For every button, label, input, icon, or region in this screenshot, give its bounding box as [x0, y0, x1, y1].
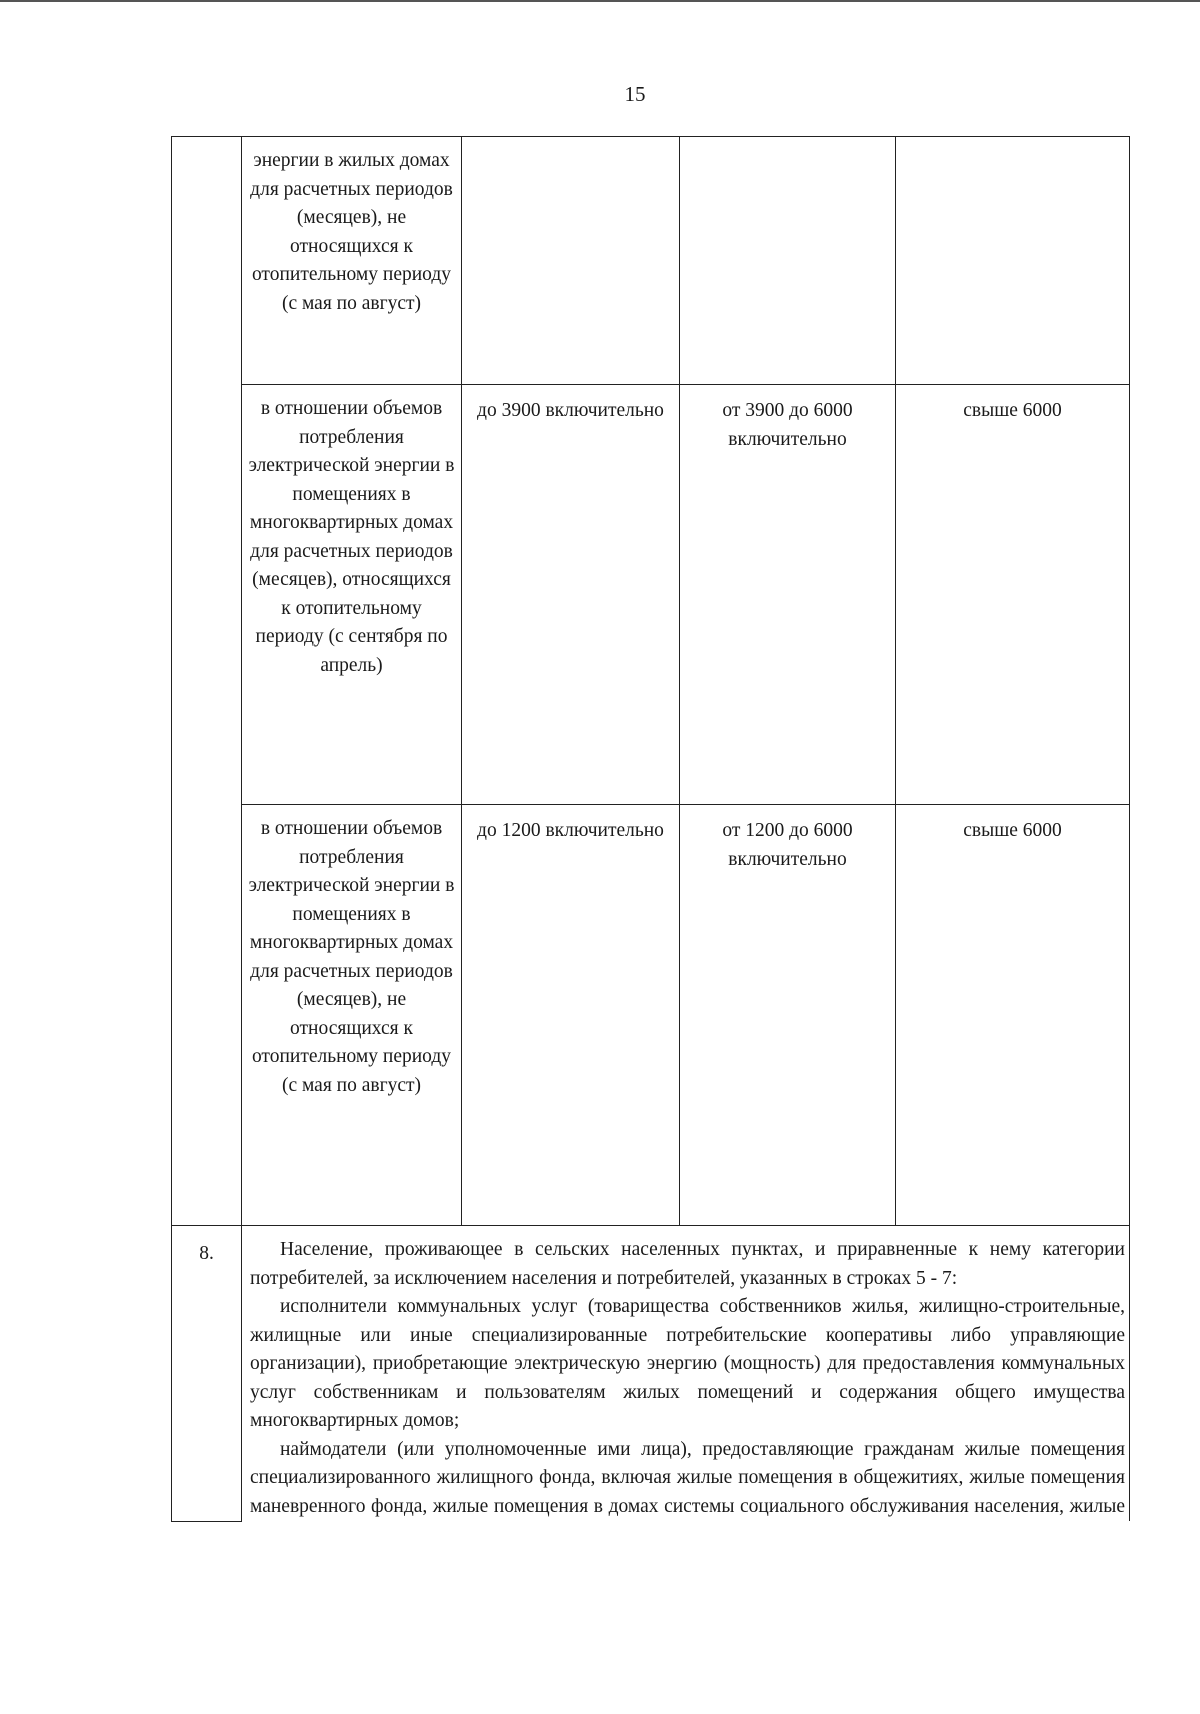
- range-cell-3: свыше 6000: [896, 385, 1130, 805]
- scan-top-edge: [0, 0, 1200, 2]
- table-row: [172, 805, 1130, 1226]
- row-number-cell: 8.: [172, 1226, 242, 1522]
- consumption-category-cell: энергии в жилых домах для расчетных периодов (месяцев), не относящихся к отопительному периоду (с мая по август): [242, 137, 462, 385]
- range-cell-1: [462, 137, 680, 385]
- paragraph: наймодатели (или уполномоченные ими лица), предоставляющие гражданам жилые помещения специализированного жилищного фонда, включая жилые помещения в общежитиях, жилые помещения маневренного фонда, жилые помещения в домах системы социального обслуживания населения, жилые: [250, 1438, 1125, 1517]
- consumption-category-cell: в отношении объемов потребления электрической энергии в помещениях в многоквартирных домах для расчетных периодов (месяцев), относящихся к отопительному периоду (с сентября по апрель): [242, 385, 462, 805]
- table-row: [172, 385, 1130, 805]
- table-row-8: [172, 1226, 1130, 1522]
- paragraph: исполнители коммунальных услуг (товарищества собственников жилья, жилищно-строительные, жилищные или иные специализированные потребительские кооперативы либо управляющие организации), приобретающие электрическую энергию (мощность) для предоставления коммунальных услуг собственникам и пользователям жилых помещений и содержания общего имущества многоквартирных домов;: [250, 1296, 1125, 1431]
- range-cell-3: [896, 137, 1130, 385]
- range-cell-1: до 3900 включительно: [462, 385, 680, 805]
- paragraph: Население, проживающее в сельских населенных пунктах, и приравненные к нему категории потребителей, за исключением населения и потребителей, указанных в строках 5 - 7:: [250, 1239, 1125, 1289]
- tariff-table: [171, 136, 1130, 1522]
- range-cell-1: до 1200 включительно: [462, 805, 680, 1226]
- range-cell-3: свыше 6000: [896, 805, 1130, 1226]
- range-cell-2: от 3900 до 6000 включительно: [680, 385, 896, 805]
- consumption-category-cell: в отношении объемов потребления электрической энергии в помещениях в многоквартирных домах для расчетных периодов (месяцев), не относящихся к отопительному периоду (с мая по август): [242, 805, 462, 1226]
- page-number: 15: [624, 82, 646, 106]
- row-number-cell-empty: [172, 137, 242, 1226]
- range-cell-2: от 1200 до 6000 включительно: [680, 805, 896, 1226]
- row-8-text-cell: [242, 1226, 1130, 1522]
- table-row-continued: [172, 137, 1130, 385]
- range-cell-2: [680, 137, 896, 385]
